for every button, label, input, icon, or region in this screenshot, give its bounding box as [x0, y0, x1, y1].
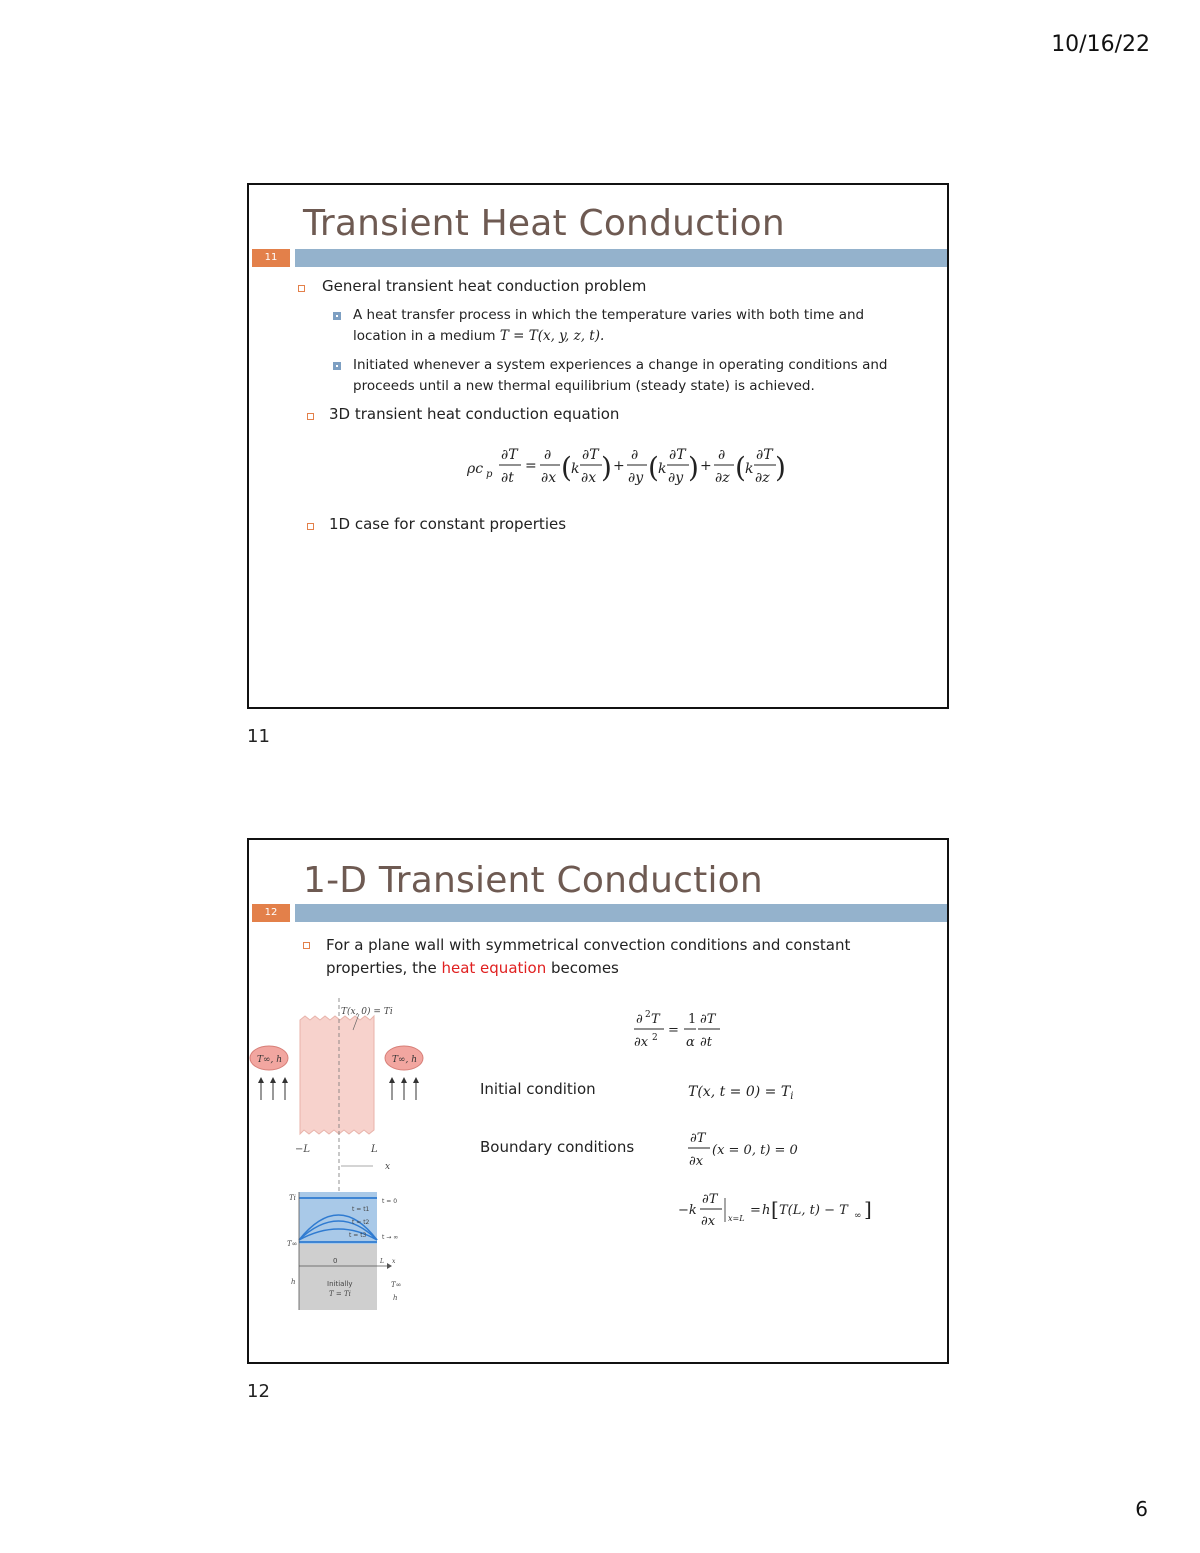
fig-axis-l: L — [380, 1258, 384, 1265]
sub-bullet-icon — [333, 362, 341, 370]
fig-axis-tinf: T∞ — [287, 1240, 298, 1248]
svg-text:∂: ∂ — [636, 1012, 643, 1027]
convection-cloud-left-icon — [250, 1046, 288, 1100]
fig-x-label: x — [385, 1162, 391, 1172]
fig-axis-h: h — [291, 1278, 296, 1286]
svg-text:∂T: ∂T — [690, 1131, 706, 1146]
bullet-3d-equation: 3D transient heat conduction equation — [329, 405, 620, 423]
svg-text:∂t: ∂t — [700, 1035, 712, 1050]
fig-plus-l: L — [371, 1144, 378, 1155]
bullet-square-icon — [298, 285, 305, 292]
svg-text:h: h — [762, 1203, 771, 1218]
svg-text:∂T: ∂T — [501, 447, 518, 463]
svg-text:∂: ∂ — [718, 447, 726, 463]
svg-text:k: k — [571, 461, 580, 477]
sub-bullet-icon — [333, 312, 341, 320]
svg-text:∂z: ∂z — [715, 470, 730, 486]
bullet-plane-wall — [326, 934, 886, 980]
slide-title: Transient Heat Conduction — [303, 203, 785, 244]
fig-initially-2: T = Ti — [329, 1290, 351, 1298]
temperature-function-math: T = T(x, y, z, t). — [499, 328, 605, 344]
svg-text:k: k — [658, 461, 667, 477]
svg-text:∂y: ∂y — [628, 470, 644, 486]
bullet-plane-wall-part1: For a plane wall with symmetrical convection conditions and constant — [326, 936, 851, 954]
svg-text:∂: ∂ — [631, 447, 639, 463]
title-underline-bar — [295, 904, 947, 922]
svg-text:∂x: ∂x — [701, 1214, 716, 1229]
svg-text:[: [ — [771, 1197, 779, 1221]
fig-conv-left: T∞, h — [257, 1055, 283, 1065]
bullet-1d-case: 1D case for constant properties — [329, 515, 567, 533]
svg-text:+: + — [613, 458, 625, 474]
svg-text:]: ] — [864, 1197, 872, 1221]
slide-11 — [247, 183, 949, 709]
svg-text:∂T: ∂T — [700, 1012, 716, 1027]
fig-right-tinf: T∞ — [391, 1281, 402, 1289]
fig-initially: Initially — [327, 1280, 353, 1288]
svg-text:∂T: ∂T — [582, 447, 599, 463]
boundary-condition-symmetry — [686, 1126, 836, 1174]
svg-text:(: ( — [735, 451, 746, 484]
svg-text:(: ( — [561, 451, 572, 484]
svg-text:∂t: ∂t — [501, 470, 514, 486]
svg-text:∂: ∂ — [544, 447, 552, 463]
svg-text:1: 1 — [688, 1012, 697, 1027]
svg-text:T: T — [651, 1012, 660, 1027]
initial-condition-label: Initial condition — [480, 1080, 596, 1098]
fig-minus-l: −L — [295, 1144, 311, 1155]
slide-title: 1-D Transient Conduction — [303, 860, 763, 901]
fig-axis-x: x — [392, 1258, 396, 1265]
sub-bullet-definition-line1: A heat transfer process in which the temperature varies with both time and — [353, 307, 865, 323]
bullet-square-icon — [307, 523, 314, 530]
slide-12 — [247, 838, 949, 1364]
heat-equation-3d — [467, 439, 813, 497]
bullet-plane-wall-part3: becomes — [551, 959, 619, 977]
svg-text:+: + — [700, 458, 712, 474]
svg-text:2: 2 — [645, 1010, 651, 1020]
svg-text:): ) — [775, 451, 786, 484]
fig-top-label: T(x, 0) = Ti — [341, 1007, 393, 1017]
sub-bullet-definition-line2: location in a medium — [353, 328, 496, 344]
svg-text:α: α — [686, 1035, 695, 1050]
sub-bullet-initiated-line1: Initiated whenever a system experiences a change in operating conditions and — [353, 357, 888, 373]
fig-axis-ti: Ti — [289, 1194, 296, 1202]
fig-tinf: t → ∞ — [382, 1234, 399, 1241]
convection-cloud-right-icon — [385, 1046, 423, 1100]
fig-conv-right: T∞, h — [392, 1055, 418, 1065]
slide-number-badge: 11 — [252, 249, 290, 267]
slide-caption-number: 11 — [247, 726, 270, 747]
sub-bullet-definition — [353, 305, 913, 347]
svg-text:ρc: ρc — [467, 461, 484, 477]
svg-text:T(x, t = 0) = Ti: T(x, $t = 0) = T_i$ — [688, 1084, 794, 1102]
title-underline-bar — [295, 249, 947, 267]
svg-text:(x = 0, t) = 0: (x = 0, t) = 0 — [712, 1143, 798, 1158]
svg-text:∂x: ∂x — [581, 470, 597, 486]
initial-condition-equation — [686, 1078, 826, 1104]
svg-text:=: = — [668, 1023, 679, 1038]
fig-t0: t = 0 — [382, 1198, 398, 1205]
svg-text:T(L, t) − T: T(L, t) − T — [779, 1203, 848, 1218]
fig-t3: t = t3 — [349, 1232, 367, 1239]
bullet-general-problem: General transient heat conduction problem — [322, 277, 647, 295]
fig-right-h: h — [393, 1294, 398, 1302]
bullet-square-icon — [307, 413, 314, 420]
page-number: 6 — [1135, 1497, 1148, 1521]
svg-text:∞: ∞ — [854, 1211, 862, 1221]
svg-text:k: k — [745, 461, 754, 477]
bullet-square-icon — [303, 942, 310, 949]
page-date: 10/16/22 — [1051, 32, 1150, 57]
sub-bullet-initiated — [353, 355, 923, 397]
svg-text:x=L: x=L — [728, 1214, 745, 1223]
svg-text:): ) — [688, 451, 699, 484]
svg-text:2: 2 — [652, 1033, 658, 1043]
boundary-condition-convection — [678, 1188, 878, 1234]
svg-text:p: p — [486, 469, 493, 480]
boundary-conditions-label: Boundary conditions — [480, 1138, 635, 1156]
svg-text:∂T: ∂T — [756, 447, 773, 463]
heat-equation-1d — [634, 1006, 734, 1056]
svg-text:=: = — [750, 1203, 761, 1218]
plane-wall-figure — [249, 992, 429, 1312]
svg-text:∂T: ∂T — [669, 447, 686, 463]
bullet-plane-wall-part2: properties, the — [326, 959, 437, 977]
heat-equation-highlight: heat equation — [441, 959, 547, 977]
svg-text:∂x: ∂x — [634, 1035, 649, 1050]
sub-bullet-initiated-line2: proceeds until a new thermal equilibrium (steady state) is achieved. — [353, 378, 815, 394]
svg-text:∂x: ∂x — [541, 470, 557, 486]
fig-zero: 0 — [333, 1257, 338, 1265]
svg-text:−k: −k — [678, 1203, 697, 1218]
slide-number-badge: 12 — [252, 904, 290, 922]
fig-t2: t = t2 — [352, 1219, 370, 1226]
svg-text:=: = — [525, 458, 537, 474]
svg-text:∂y: ∂y — [668, 470, 684, 486]
slide-caption-number: 12 — [247, 1381, 270, 1402]
svg-text:∂x: ∂x — [689, 1154, 704, 1169]
svg-text:(: ( — [648, 451, 659, 484]
svg-text:∂z: ∂z — [755, 470, 770, 486]
fig-t1: t = t1 — [352, 1206, 370, 1213]
svg-text:): ) — [601, 451, 612, 484]
svg-text:∂T: ∂T — [702, 1192, 718, 1207]
